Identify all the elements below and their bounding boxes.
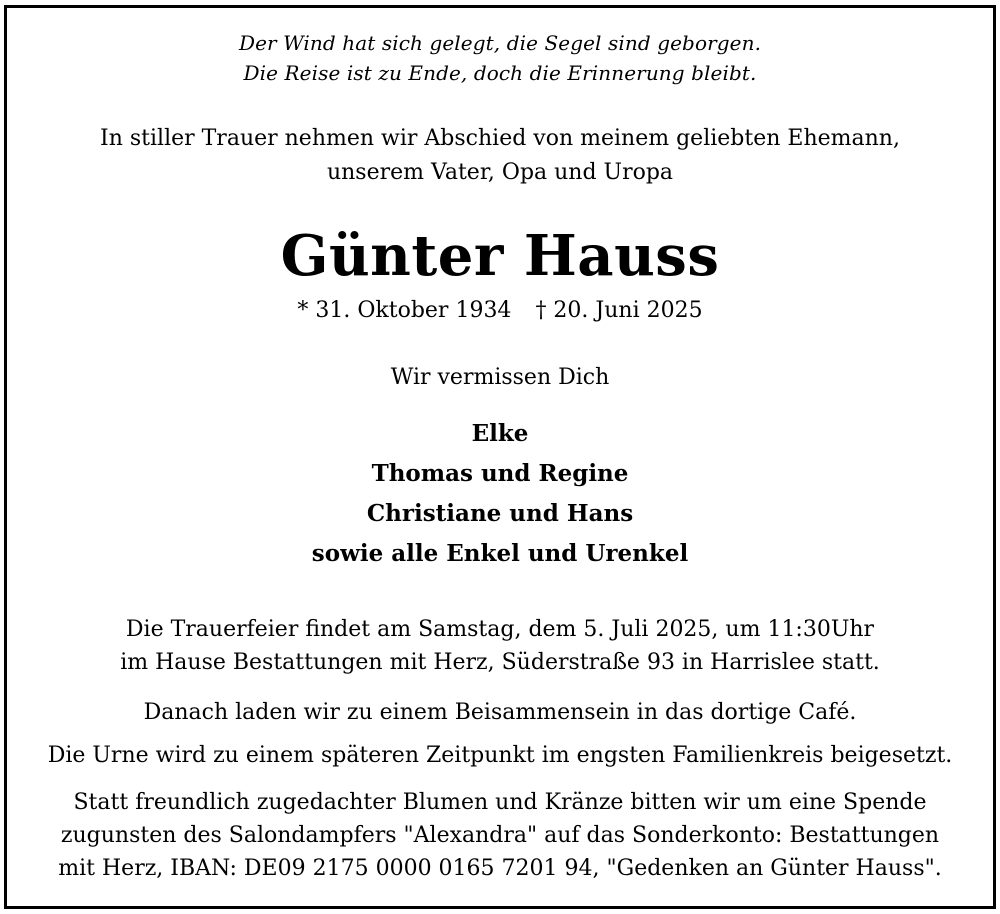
donation-line-1: Statt freundlich zugedachter Blumen und Kränze bitten wir um eine Spende bbox=[73, 790, 927, 815]
farewell-text: Wir vermissen Dich bbox=[390, 365, 610, 390]
deceased-name: Günter Hauss bbox=[280, 223, 720, 289]
life-dates bbox=[0, 298, 1000, 323]
death-date: † 20. Juni 2025 bbox=[535, 298, 703, 323]
motto-line-1: Der Wind hat sich gelegt, die Segel sind geborgen. bbox=[238, 31, 762, 55]
service-line-1: Die Trauerfeier findet am Samstag, dem 5. Juli 2025, um 11:30Uhr bbox=[125, 617, 875, 642]
service-line-2: im Hause Bestattungen mit Herz, Süderstraße 93 in Harrislee statt. bbox=[120, 650, 880, 675]
motto-line-2: Die Reise ist zu Ende, doch die Erinnerung bleibt. bbox=[243, 61, 757, 85]
donation-line-3: mit Herz, IBAN: DE09 2175 0000 0165 7201 94, "Gedenken an Günter Hauss". bbox=[58, 856, 942, 881]
intro-line-1: In stiller Trauer nehmen wir Abschied von meinem geliebten Ehemann, bbox=[100, 126, 900, 151]
birth-date: * 31. Oktober 1934 bbox=[297, 298, 512, 323]
mourner-name: Christiane und Hans bbox=[366, 500, 634, 527]
donation-line-2: zugunsten des Salondampfers "Alexandra" auf das Sonderkonto: Bestattungen bbox=[60, 823, 940, 848]
burial-text: Die Urne wird zu einem späteren Zeitpunkt im engsten Familienkreis beigesetzt. bbox=[47, 743, 953, 768]
mourner-name: Elke bbox=[471, 420, 529, 447]
reception-text: Danach laden wir zu einem Beisammensein in das dortige Café. bbox=[143, 700, 857, 725]
mourner-name: Thomas und Regine bbox=[371, 460, 629, 487]
mourner-name: sowie alle Enkel und Urenkel bbox=[311, 540, 689, 567]
intro-line-2: unserem Vater, Opa und Uropa bbox=[326, 160, 674, 185]
